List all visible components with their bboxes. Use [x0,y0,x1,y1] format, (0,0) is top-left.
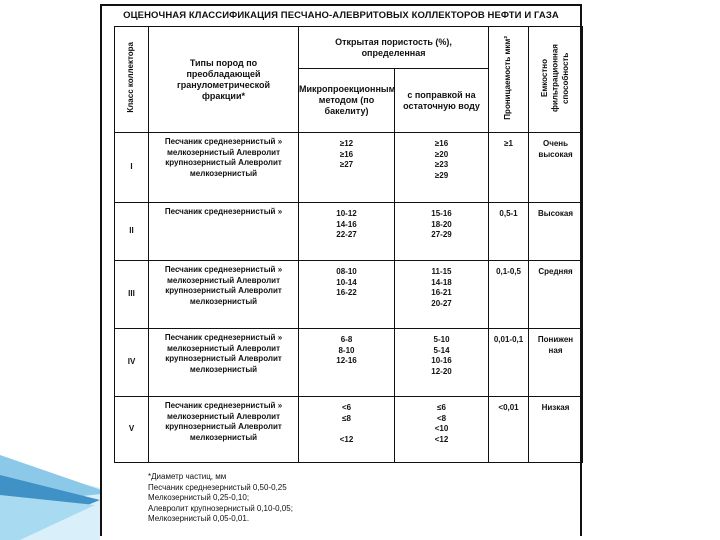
table-row [115,329,583,397]
class-label: III [115,261,149,329]
micro-cell: 10-12 14-16 22-27 [299,203,395,261]
header-micro: Микропроекционным методом (по бакелиту) [299,69,395,133]
class-label: I [115,133,149,203]
rock-types-cell: Песчаник среднезернистый » мелкозернистый Алевролит крупнозернистый Алевролит мелкозернистый [149,397,299,463]
micro-cell: 6-8 8-10 12-16 [299,329,395,397]
corrected-cell: 15-16 18-20 27-29 [395,203,489,261]
capacity-cell: Понижен ная [529,329,583,397]
header-class: Класс коллектора [115,27,149,133]
rock-types-cell: Песчаник среднезернистый » [149,203,299,261]
document-title: ОЦЕНОЧНАЯ КЛАССИФИКАЦИЯ ПЕСЧАНО-АЛЕВРИТОВЫХ КОЛЛЕКТОРОВ НЕФТИ И ГАЗА [123,10,559,21]
class-label: V [115,397,149,463]
footnote: *Диаметр частиц, мм Песчаник среднезернистый 0,50-0,25 Мелкозернистый 0,25-0,10; Алевролит крупнозернистый 0,10-0,05; Мелкозернистый 0,05-0,01. [148,472,293,523]
corrected-cell: ≥16 ≥20 ≥23 ≥29 [395,133,489,203]
rock-types-cell: Песчаник среднезернистый » мелкозернистый Алевролит крупнозернистый Алевролит мелкозернистый [149,261,299,329]
rock-types-cell: Песчаник среднезернистый » мелкозернистый Алевролит крупнозернистый Алевролит мелкозернистый [149,133,299,203]
class-label: II [115,203,149,261]
permeability-cell: 0,01-0,1 [489,329,529,397]
header-porosity: Открытая пористость (%), определенная [299,27,489,69]
corrected-cell: 11-15 14-18 16-21 20-27 [395,261,489,329]
permeability-cell: 0,1-0,5 [489,261,529,329]
corrected-cell: 5-10 5-14 10-16 12-20 [395,329,489,397]
table-row [115,203,583,261]
rock-types-cell: Песчаник среднезернистый » мелкозернистый Алевролит крупнозернистый Алевролит мелкозернистый [149,329,299,397]
table-row [115,133,583,203]
capacity-cell: Средняя [529,261,583,329]
header-rock-types: Типы пород по преобладающей гранулометрической фракции* [149,27,299,133]
permeability-cell: <0,01 [489,397,529,463]
class-label: IV [115,329,149,397]
micro-cell: 08-10 10-14 16-22 [299,261,395,329]
classification-table [114,26,583,463]
header-permeability: Проницаемость мкм² [489,27,529,133]
permeability-cell: ≥1 [489,133,529,203]
capacity-cell: Высокая [529,203,583,261]
micro-cell: <6 ≤8 <12 [299,397,395,463]
decorative-corner-shapes [0,445,110,540]
capacity-cell: Очень высокая [529,133,583,203]
header-capacity: Емкостно фильтрационная способность [529,27,583,133]
permeability-cell: 0,5-1 [489,203,529,261]
header-corrected: с поправкой на остаточную воду [395,69,489,133]
corrected-cell: ≤6 <8 <10 <12 [395,397,489,463]
capacity-cell: Низкая [529,397,583,463]
table-row [115,261,583,329]
micro-cell: ≥12 ≥16 ≥27 [299,133,395,203]
table-row [115,397,583,463]
